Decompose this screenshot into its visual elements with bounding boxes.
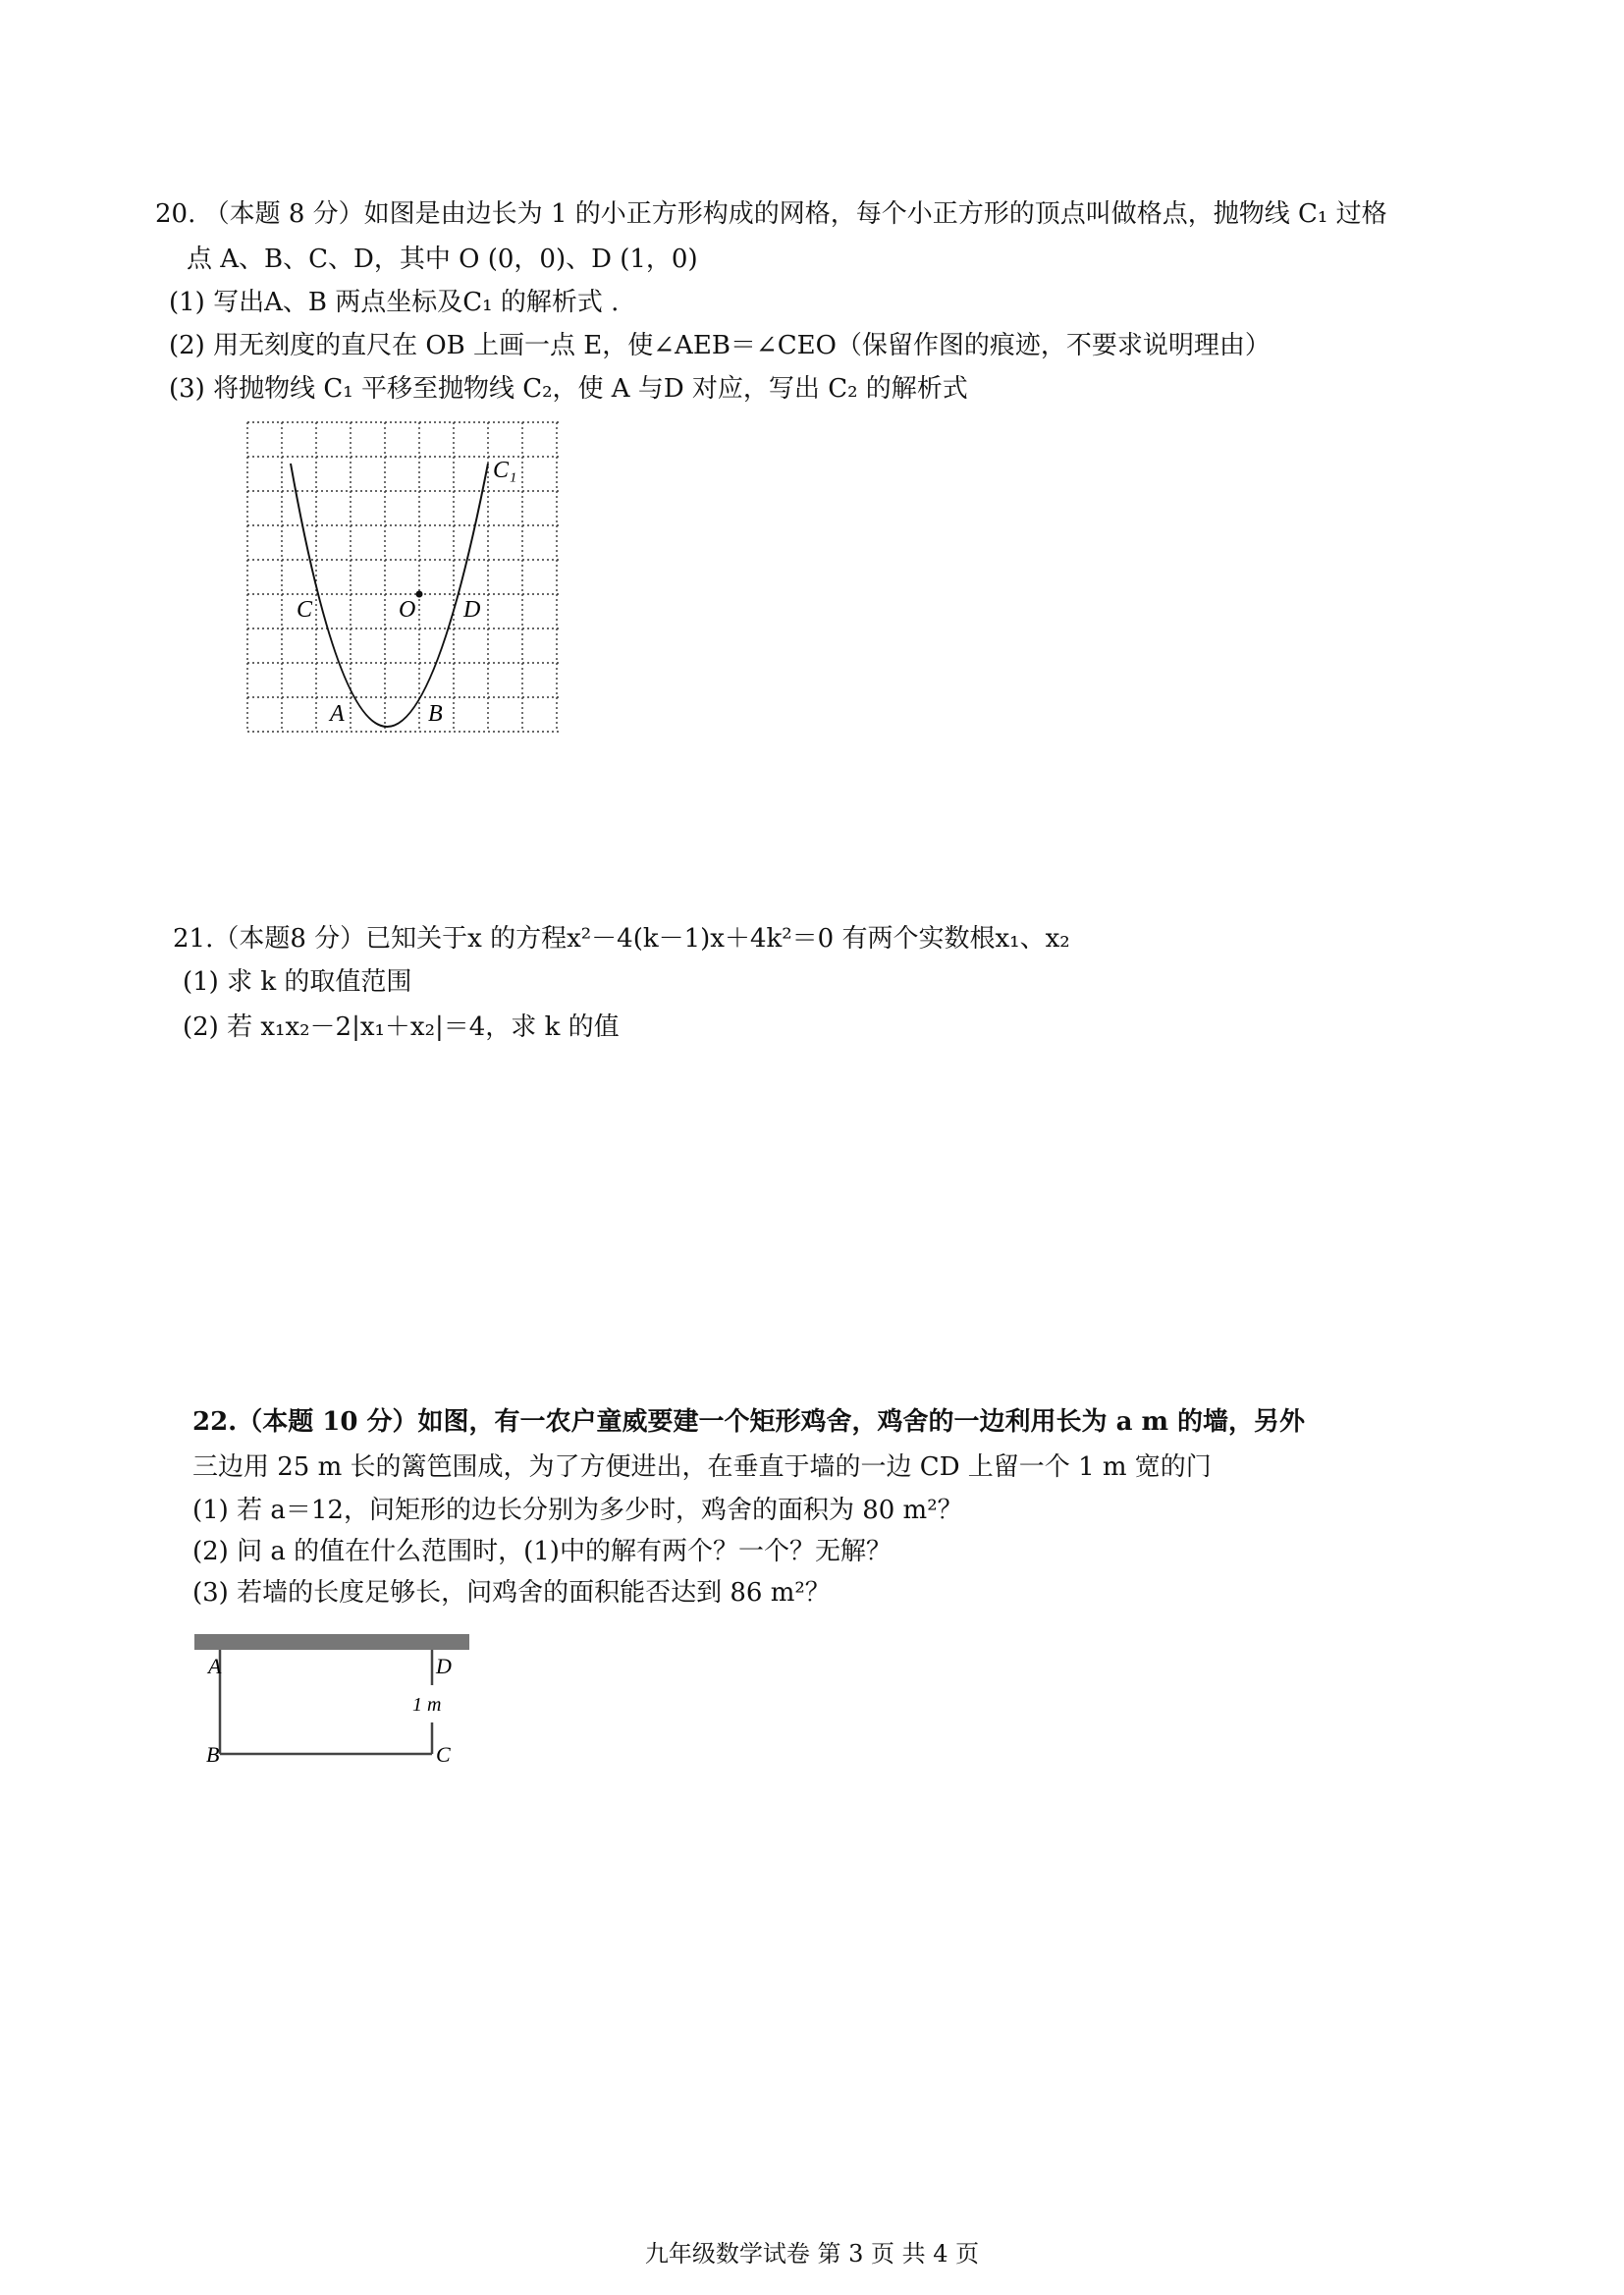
q22-coop-figure [192, 1628, 477, 1766]
wall [194, 1634, 469, 1650]
label-a: A [330, 701, 345, 727]
door-label: 1 m [412, 1694, 442, 1716]
q20-grid-parabola-figure [245, 420, 569, 739]
q21-subquestion-2: (2) 若 x₁x₂－2|x₁＋x₂|＝4，求 k 的值 [183, 1012, 620, 1042]
label-c1: C₁ [493, 458, 517, 483]
label-c: C [297, 597, 313, 623]
q22-stem-line2: 三边用 25 m 长的篱笆围成，为了方便进出，在垂直于墙的一边 CD 上留一个 1 m 宽的门 [192, 1452, 1212, 1482]
q20-stem-line1: 20. （本题 8 分）如图是由边长为 1 的小正方形构成的网格，每个小正方形的顶点叫做格点，抛物线 C₁ 过格 [155, 199, 1387, 229]
q22-subquestion-2: (2) 问 a 的值在什么范围时，(1)中的解有两个？一个？无解？ [192, 1537, 892, 1566]
label-a: A [208, 1654, 222, 1678]
q20-subquestion-3: (3) 将抛物线 C₁ 平移至抛物线 C₂，使 A 与D 对应，写出 C₂ 的解析式 [169, 374, 968, 404]
page-footer: 九年级数学试卷 第 3 页 共 4 页 [644, 2240, 980, 2268]
label-c: C [436, 1742, 451, 1766]
parabola-c1-curve [291, 464, 488, 727]
q22-subquestion-3: (3) 若墙的长度足够长，问鸡舍的面积能否达到 86 m²？ [192, 1578, 831, 1608]
origin-point [416, 591, 423, 598]
label-o: O [399, 597, 416, 623]
q21-subquestion-1: (1) 求 k 的取值范围 [183, 967, 412, 997]
q21-stem: 21.（本题8 分）已知关于x 的方程x²－4(k－1)x＋4k²＝0 有两个实数根x₁、x₂ [173, 924, 1070, 954]
q20-subquestion-2: (2) 用无刻度的直尺在 OB 上画一点 E，使∠AEB＝∠CEO（保留作图的痕迹，不要求说明理由） [169, 331, 1271, 360]
label-d: D [463, 597, 481, 623]
label-b: B [206, 1742, 220, 1766]
label-d: D [436, 1654, 452, 1678]
label-b: B [428, 701, 443, 727]
q20-stem-line2: 点 A、B、C、D，其中 O (0，0)、D (1，0) [187, 245, 698, 274]
q22-stem-line1: 22.（本题 10 分）如图，有一农户童威要建一个矩形鸡舍，鸡舍的一边利用长为 a m 的墙，另外 [192, 1407, 1306, 1437]
q22-subquestion-1: (1) 若 a＝12，问矩形的边长分别为多少时，鸡舍的面积为 80 m²？ [192, 1496, 963, 1525]
q20-subquestion-1: (1) 写出A、B 两点坐标及C₁ 的解析式 . [169, 288, 620, 317]
